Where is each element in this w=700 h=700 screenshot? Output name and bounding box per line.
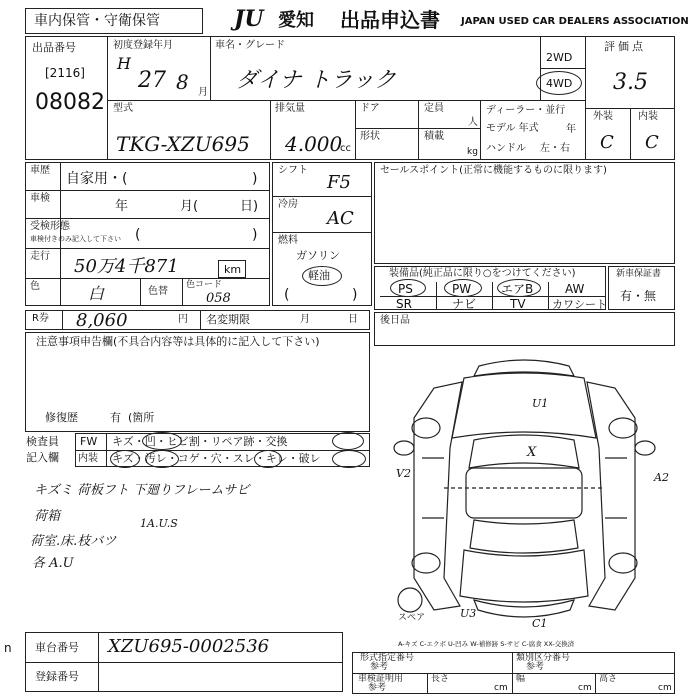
rating-interior-label: 内装 bbox=[638, 111, 658, 122]
handwritten-line-3: 荷室.床.枝バツ bbox=[30, 534, 117, 549]
handle-label: ハンドル bbox=[486, 143, 526, 154]
registration-month-suffix: 月 bbox=[198, 87, 208, 98]
equipment-leather: カワシート bbox=[552, 298, 607, 311]
shift-value: F5 bbox=[327, 172, 351, 193]
registration-era: H bbox=[117, 54, 131, 73]
car-outline-diagram bbox=[374, 348, 675, 648]
handle-value: 左・右 bbox=[540, 143, 570, 154]
mileage-unit: km bbox=[224, 263, 242, 276]
dealer-label: ディーラー・並行 bbox=[486, 105, 566, 116]
spec-class-number-ref: 参考 bbox=[526, 662, 545, 672]
aircon-value: AC bbox=[327, 208, 354, 229]
fuel-open: ( bbox=[284, 287, 290, 303]
capacity-label: 定員 bbox=[424, 103, 444, 114]
fw-dent-circle bbox=[142, 432, 182, 450]
color-label: 色 bbox=[30, 281, 40, 292]
spec-type-designation: 形式指定番号 bbox=[360, 653, 415, 663]
registration-month: 8 bbox=[176, 70, 189, 94]
equipment-ps-circle bbox=[390, 279, 426, 297]
inspector-label-1: 検査員 bbox=[26, 435, 59, 448]
int-dirt-circle bbox=[145, 450, 179, 468]
fw-replace-circle bbox=[332, 432, 364, 450]
equipment-tv: TV bbox=[510, 297, 526, 311]
color-code-label: 色コード bbox=[186, 280, 223, 290]
rating-label: 評価点 bbox=[604, 40, 646, 53]
repair-value: 有 bbox=[110, 411, 121, 424]
shaken-year: 年 bbox=[115, 199, 129, 214]
model-year-label: モデル 年式 bbox=[486, 123, 539, 134]
recycle-unit: 円 bbox=[178, 314, 188, 325]
registration-number-label: 登録番号 bbox=[35, 670, 79, 683]
displacement-value: 4.000 bbox=[285, 132, 343, 156]
damage-mark-a2: A2 bbox=[654, 471, 669, 484]
history-close: ) bbox=[252, 171, 258, 187]
equipment-pw-circle bbox=[444, 279, 482, 297]
later-docs-label: 後日品 bbox=[380, 315, 410, 326]
fuel-diesel: 軽油 bbox=[308, 269, 330, 282]
lot-number: 08082 bbox=[35, 90, 105, 115]
load-unit: kg bbox=[467, 147, 478, 157]
spare-label: スペア bbox=[398, 613, 426, 623]
fuel-gasoline: ガソリン bbox=[296, 249, 340, 262]
car-name-value: ダイナ トラック bbox=[236, 68, 397, 93]
spec-class-number: 類別区分番号 bbox=[516, 653, 571, 663]
inspector-int-items: キズ・汚レ・コゲ・穴・スレ・キレ・破レ bbox=[112, 452, 321, 465]
vehicle-detail-grid bbox=[25, 162, 270, 306]
damage-diagram-box bbox=[374, 348, 675, 648]
org-name: 愛知 bbox=[278, 10, 314, 31]
car-name-label: 車名・グレード bbox=[215, 40, 285, 51]
int-tear-circle bbox=[332, 450, 366, 468]
fuel-close: ) bbox=[352, 287, 358, 303]
equipment-pw: PW bbox=[452, 282, 472, 296]
spec-cert: 車検証明用 bbox=[358, 674, 404, 684]
fuel-label: 燃料 bbox=[278, 235, 298, 246]
later-docs-box bbox=[374, 312, 675, 346]
load-label: 積載 bbox=[424, 131, 444, 142]
handwritten-line-1: キズミ 荷板フト 下廻りフレームサビ bbox=[34, 483, 250, 498]
equipment-label: 装備品(純正品に限り○をつけてください) bbox=[389, 268, 576, 279]
name-change-label: 名変期限 bbox=[206, 313, 250, 326]
spec-length-unit: cm bbox=[494, 683, 508, 693]
name-change-month: 月 bbox=[300, 314, 310, 325]
acceptance-open: ( bbox=[135, 227, 141, 243]
recycle-label: R券 bbox=[32, 313, 49, 324]
damage-legend: A-キズ C-エクボ U-凹み W-補修跡 S-サビ C-腐食 XX-交換済 bbox=[398, 640, 575, 648]
lot-label: 出品番号 bbox=[32, 41, 76, 54]
mileage-label: 走行 bbox=[30, 251, 50, 262]
recycle-value: 8,060 bbox=[76, 310, 128, 331]
capacity-unit: 人 bbox=[468, 117, 478, 128]
rating-score: 3.5 bbox=[613, 70, 648, 95]
handwritten-line-4: 各 A.U bbox=[32, 556, 74, 571]
shift-label: シフト bbox=[278, 165, 308, 176]
shaken-label: 車検 bbox=[30, 193, 50, 204]
repair-place: (箇所 bbox=[128, 411, 155, 424]
spec-height-unit: cm bbox=[658, 683, 672, 693]
equipment-navi: ナビ bbox=[452, 297, 477, 311]
color-code-value: 058 bbox=[206, 291, 231, 306]
ju-logo bbox=[234, 8, 264, 30]
spec-cert-ref: 参考 bbox=[368, 683, 387, 693]
spec-type-designation-ref: 参考 bbox=[370, 662, 389, 672]
int-wear-circle bbox=[254, 450, 282, 468]
spec-length: 長さ bbox=[431, 674, 450, 684]
displacement-unit: cc bbox=[340, 143, 351, 154]
drive-2wd: 2WD bbox=[546, 51, 573, 64]
equipment-ps: PS bbox=[398, 282, 413, 296]
mileage-value: 50万4千871 bbox=[74, 256, 179, 277]
equipment-airbag: エアB bbox=[501, 282, 534, 296]
inspector-int-label: 内装 bbox=[78, 453, 98, 464]
shape-label: 形状 bbox=[360, 131, 380, 142]
sales-point-box bbox=[374, 162, 675, 264]
damage-mark-v2: V2 bbox=[396, 467, 411, 480]
history-label: 車歴 bbox=[30, 165, 50, 176]
drive-4wd-circle bbox=[536, 71, 582, 95]
fuel-diesel-circle bbox=[302, 266, 342, 286]
handwritten-line-2: 荷箱 bbox=[34, 509, 61, 524]
drive-4wd: 4WD bbox=[546, 77, 573, 90]
mileage-unit-box bbox=[218, 260, 246, 278]
chassis-value: XZU695-0002536 bbox=[108, 636, 270, 657]
spec-height: 高さ bbox=[599, 674, 618, 684]
registration-label: 初度登録年月 bbox=[113, 40, 173, 51]
sales-point-label: セールスポイント(正常に機能するものに限ります) bbox=[380, 165, 607, 176]
damage-mark-u1: U1 bbox=[532, 397, 549, 410]
doors-label: ドア bbox=[360, 103, 380, 114]
model-label: 型式 bbox=[113, 103, 133, 114]
history-value: 自家用・( bbox=[66, 171, 128, 187]
damage-mark-c1: C1 bbox=[532, 617, 548, 630]
rating-exterior-label: 外装 bbox=[593, 111, 613, 122]
notes-label: 注意事項申告欄(不具合内容等は具体的に記入して下さい) bbox=[36, 335, 320, 348]
handwritten-line-2b: 1A.U.S bbox=[140, 517, 178, 530]
damage-mark-u3: U3 bbox=[460, 607, 477, 620]
warranty-value: 有・無 bbox=[620, 289, 657, 303]
spec-width-unit: cm bbox=[578, 683, 592, 693]
equipment-airbag-circle bbox=[497, 279, 541, 297]
shaken-month: 月( bbox=[180, 199, 199, 214]
storage-badge bbox=[25, 8, 203, 34]
chassis-label: 車台番号 bbox=[35, 641, 79, 654]
int-scratch-circle bbox=[110, 450, 140, 468]
ju-logo-mark: JU bbox=[234, 6, 264, 32]
spec-width: 幅 bbox=[516, 674, 526, 684]
association-name: JAPAN USED CAR DEALERS ASSOCIATION bbox=[461, 16, 689, 27]
margin-mark: n bbox=[4, 641, 12, 655]
damage-mark-x: X bbox=[527, 445, 537, 460]
registration-year: 27 bbox=[138, 68, 166, 93]
color-value: 白 bbox=[88, 284, 105, 303]
inspector-label-2: 記入欄 bbox=[26, 451, 59, 464]
color-tone-label: 色替 bbox=[148, 286, 168, 297]
equipment-sr: SR bbox=[396, 297, 412, 311]
model-value: TKG-XZU695 bbox=[116, 132, 250, 156]
acceptance-note: 車検付きのみ記入して下さい bbox=[30, 235, 121, 243]
equipment-aw: AW bbox=[565, 282, 585, 296]
warranty-label: 新車保証書 bbox=[616, 269, 662, 279]
lot-code: [2116] bbox=[45, 66, 85, 80]
name-change-day: 日 bbox=[348, 314, 358, 325]
rating-exterior-value: C bbox=[600, 132, 614, 153]
repair-label: 修復歴 bbox=[45, 411, 78, 424]
storage-badge-text: 車内保管・守衛保管 bbox=[34, 13, 160, 29]
model-year-suffix: 年 bbox=[566, 124, 576, 135]
form-title: 出品申込書 bbox=[340, 8, 440, 32]
displacement-label: 排気量 bbox=[275, 103, 305, 114]
aircon-label: 冷房 bbox=[278, 199, 298, 210]
inspector-fw-items: キズ・凹・ヒビ割・リペア跡・交換 bbox=[112, 435, 288, 448]
rating-interior-value: C bbox=[645, 132, 659, 153]
shaken-day: 日) bbox=[240, 199, 259, 214]
acceptance-label: 受検形態 bbox=[30, 221, 70, 232]
acceptance-close: ) bbox=[252, 227, 258, 243]
inspector-fw-label: FW bbox=[80, 435, 98, 448]
